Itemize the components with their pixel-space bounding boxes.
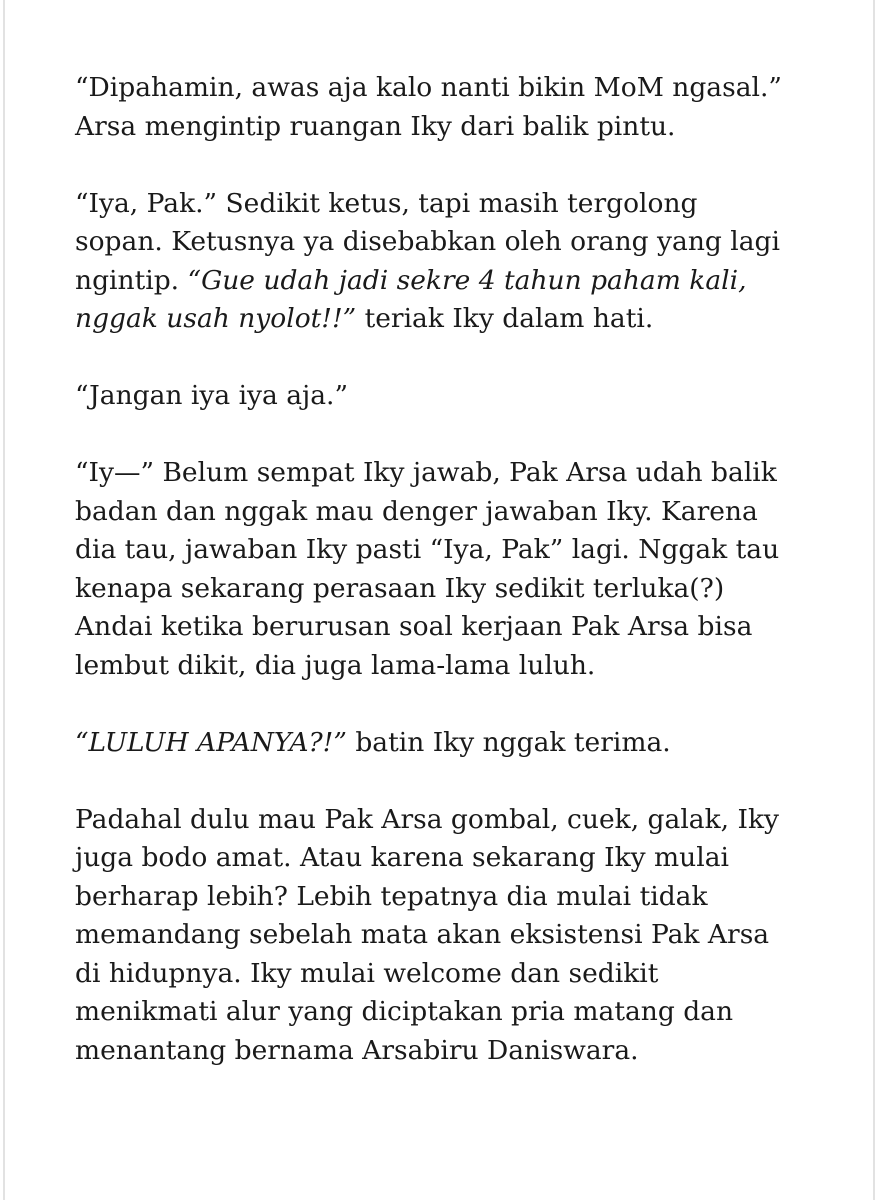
text-line: [75, 957, 659, 989]
text-run: di hidupnya. Iky mulai welcome dan sedikit: [75, 957, 659, 989]
text-line: [75, 842, 729, 873]
text-run: Andai ketika berurusan soal kerjaan Pak Arsa bisa: [75, 611, 753, 642]
italic-text: “Gue udah jadi sekre 4 tahun paham kali,: [187, 264, 747, 296]
text-line: [75, 803, 779, 835]
text-line: [75, 187, 698, 219]
text-run: sopan. Ketusnya ya disebabkan oleh orang yang lagi: [75, 226, 780, 257]
text-line: [75, 611, 753, 642]
text-line: [75, 572, 725, 604]
text-line: [75, 649, 596, 681]
italic-text: nggak usah nyolot!!”: [75, 303, 357, 334]
text-run: Padahal dulu mau Pak Arsa gombal, cuek, galak, Iky: [75, 803, 779, 835]
text-line: [75, 919, 770, 950]
text-run: “Jangan iya iya aja.”: [75, 380, 349, 411]
text-run: ngintip.: [75, 264, 188, 296]
text-run: juga bodo amat. Atau karena sekarang Iky mulai: [75, 842, 729, 873]
text-run: dia tau, jawaban Iky pasti “Iya, Pak” lagi. Nggak tau: [75, 534, 780, 565]
text-line: [75, 380, 349, 411]
text-line: [75, 226, 780, 257]
text-run: menikmati alur yang diciptakan pria matang dan: [75, 996, 734, 1027]
text-run: “Iya, Pak.” Sedikit ketus, tapi masih tergolong: [75, 187, 698, 219]
text-run: memandang sebelah mata akan eksistensi Pak Arsa: [75, 919, 770, 950]
text-line: [75, 303, 654, 334]
text-line: [75, 264, 747, 296]
text-run: kenapa sekarang perasaan Iky sedikit terluka(?): [75, 572, 725, 604]
text-run: berharap lebih? Lebih tepatnya dia mulai tidak: [75, 880, 708, 912]
text-line: [75, 72, 782, 103]
text-run: “Dipahamin, awas aja kalo nanti bikin MoM ngasal.”: [75, 72, 782, 103]
text-run: “Iy—” Belum sempat Iky jawab, Pak Arsa udah balik: [75, 457, 777, 488]
text-line: [75, 495, 758, 527]
text-line: [75, 534, 780, 565]
text-run: batin Iky nggak terima.: [346, 726, 671, 758]
text-run: lembut dikit, dia juga lama-lama luluh.: [75, 649, 596, 681]
text-line: [75, 880, 708, 912]
text-line: [75, 996, 734, 1027]
text-line: [75, 110, 676, 142]
text-run: Arsa mengintip ruangan Iky dari balik pintu.: [75, 110, 676, 142]
italic-text: “LULUH APANYA?!”: [75, 726, 347, 758]
text-run: teriak Iky dalam hati.: [356, 303, 654, 334]
text-line: [75, 457, 777, 488]
text-run: menantang bernama Arsabiru Daniswara.: [75, 1034, 639, 1066]
text-line: [75, 726, 671, 758]
text-line: [75, 1034, 639, 1066]
text-run: badan dan nggak mau denger jawaban Iky. Karena: [75, 495, 758, 527]
